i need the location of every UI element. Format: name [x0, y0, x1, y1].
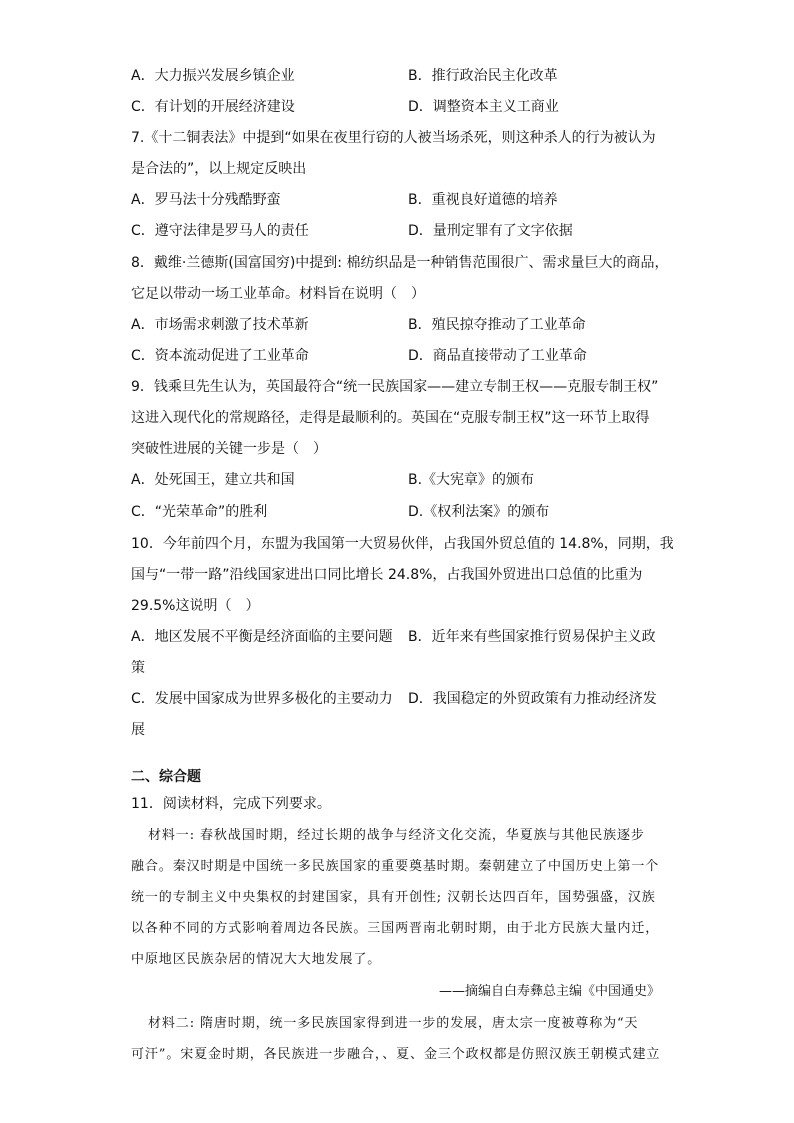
q10-option-c: C．发展中国家成为世界多极化的主要动力 — [131, 691, 393, 707]
material-1-line-3: 统一的专制主义中央集权的封建国家，具有开创性; 汉朝长达四百年，国势强盛，汉族 — [131, 890, 656, 905]
q9-option-b: B.《大宪章》的颁布 — [408, 472, 535, 488]
q6-option-a: A．大力振兴发展乡镇企业 — [131, 68, 295, 84]
section-heading: 二、综合题 — [131, 769, 201, 785]
material-1-line-4: 以各种不同的方式影响着周边各民族。三国两晋南北朝时期，由于北方民族大量内迁， — [131, 921, 660, 936]
q8-option-b: B．殖民掠夺推动了工业革命 — [408, 317, 586, 333]
q10-option-a: A．地区发展不平衡是经济面临的主要问题 — [131, 629, 393, 645]
q8-stem-line-2: 它足以带动一场工业革命。材料旨在说明（ ） — [131, 286, 425, 302]
q7-option-b: B．重视良好道德的培养 — [408, 192, 558, 208]
q6-option-d: D．调整资本主义工商业 — [408, 99, 559, 115]
q10-stem-line-3: 29.5%这说明（ ） — [131, 598, 260, 614]
q9-stem-line-3: 突破性进展的关键一步是（ ） — [131, 441, 327, 457]
q8-option-a: A．市场需求刺激了技术革新 — [131, 317, 309, 333]
q9-stem-line-2: 这进入现代化的常规路径，走得是最顺利的。英国在“克服专制王权”这一环节上取得 — [131, 410, 650, 426]
q11-stem: 11．阅读材料，完成下列要求。 — [131, 796, 331, 812]
q8-option-c: C．资本流动促进了工业革命 — [131, 348, 309, 364]
q7-stem-line-2: 是合法的”，以上规定反映出 — [131, 161, 307, 177]
q7-option-a: A．罗马法十分残酷野蛮 — [131, 192, 281, 208]
q10-stem-line-1: 10．今年前四个月，东盟为我国第一大贸易伙伴，占我国外贸总值的 14.8%，同期，我 — [131, 536, 674, 552]
q10-option-d-continued: 展 — [131, 722, 145, 738]
material-1-line-1: 材料一: 春秋战国时期，经过长期的战争与经济文化交流，华夏族与其他民族逐步 — [148, 828, 645, 843]
q10-option-b: B．近年来有些国家推行贸易保护主义政 — [408, 629, 656, 645]
material-2-line-2: 可汗”。宋夏金时期，各民族进一步融合，、夏、金三个政权都是仿照汉族王朝模式建立 — [131, 1047, 661, 1062]
q10-stem-line-2: 国与“一带一路”沿线国家进出口同比增长 24.8%，占我国外贸进出口总值的比重为 — [131, 567, 643, 583]
q6-option-b: B．推行政治民主化改革 — [408, 68, 558, 84]
q6-option-c: C．有计划的开展经济建设 — [131, 99, 295, 115]
q7-option-d: D．量刑定罪有了文字依据 — [408, 223, 573, 239]
q8-stem-line-1: 8．戴维·兰德斯(国富国穷)中提到: 棉纺织品是一种销售范围很广、需求量巨大的商品， — [131, 255, 669, 271]
material-1-source: ——摘编自白寿彝总主编《中国通史》 — [438, 984, 660, 999]
q9-option-a: A．处死国王，建立共和国 — [131, 472, 295, 488]
q7-stem-line-1: 7.《十二铜表法》中提到“如果在夜里行窃的人被当场杀死，则这种杀人的行为被认为 — [131, 130, 656, 146]
material-2-line-1: 材料二: 隋唐时期，统一多民族国家得到进一步的发展，唐太宗一度被尊称为“天 — [148, 1016, 639, 1031]
q10-option-d: D．我国稳定的外贸政策有力推动经济发 — [408, 691, 657, 707]
q9-stem-line-1: 9．钱乘旦先生认为，英国最符合“统一民族国家——建立专制王权——克服专制王权” — [131, 379, 659, 395]
q9-option-d: D.《权利法案》的颁布 — [408, 504, 550, 520]
q9-option-c: C．“光荣革命”的胜利 — [131, 504, 268, 520]
material-1-line-2: 融合。秦汉时期是中国统一多民族国家的重要奠基时期。秦朝建立了中国历史上第一个 — [131, 859, 660, 874]
q8-option-d: D．商品直接带动了工业革命 — [408, 348, 587, 364]
q7-option-c: C．遵守法律是罗马人的责任 — [131, 223, 309, 239]
q10-option-b-continued: 策 — [131, 660, 145, 676]
material-1-line-5: 中原地区民族杂居的情况大大地发展了。 — [131, 952, 382, 967]
